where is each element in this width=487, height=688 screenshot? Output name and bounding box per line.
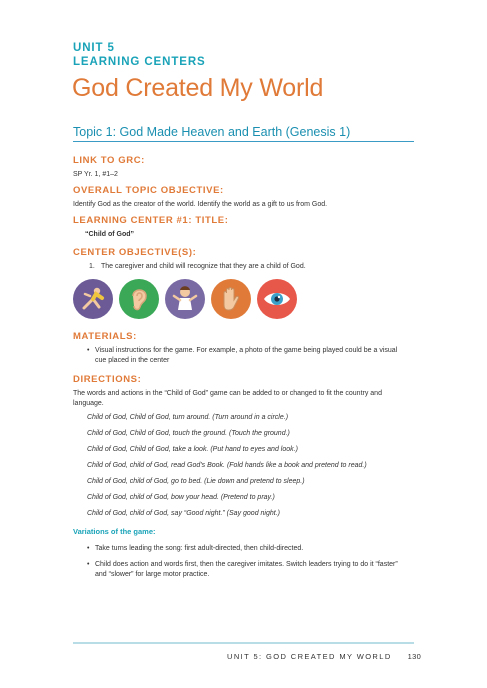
footer-label: UNIT 5: GOD CREATED MY WORLD <box>227 652 392 661</box>
objective-item <box>89 262 306 272</box>
link-grc-text: SP Yr. 1, #1–2 <box>73 171 118 178</box>
objective-number: 1. <box>89 263 95 270</box>
directions-section <box>73 374 413 525</box>
materials-text-1: Visual instructions for the game. For example, a photo of the game being played could be a visual <box>95 347 398 354</box>
overall-objective-text: Identify God as the creator of the world. Identify the world as a gift to us from God. <box>73 201 328 208</box>
learning-style-icons <box>73 279 313 319</box>
verse-line: Child of God, Child of God, turn around. (Turn around in a circle.) <box>87 414 289 421</box>
page-footer <box>227 652 421 662</box>
child-icon <box>165 279 205 319</box>
variation-item <box>73 560 418 570</box>
learning-center-heading: LEARNING CENTER #1: TITLE: <box>73 215 229 226</box>
verse-line: Child of God, child of God, read God’s Book. (Fold hands like a book and pretend to read.) <box>87 462 367 469</box>
movement-icon <box>73 279 113 319</box>
verse-line: Child of God, Child of God, touch the ground. (Touch the ground.) <box>87 430 290 437</box>
link-grc-section <box>73 155 145 180</box>
verse-line: Child of God, child of God, go to bed. (Lie down and pretend to sleep.) <box>87 478 305 485</box>
materials-text-2: cue placed in the center <box>95 357 170 364</box>
unit-section: LEARNING CENTERS <box>73 56 206 68</box>
variation-text-2b: and “slower” for large motor practice. <box>95 571 210 578</box>
directions-heading: DIRECTIONS: <box>73 374 142 385</box>
directions-intro-1: The words and actions in the “Child of God” game can be added to or changed to fit the country and <box>73 390 382 397</box>
variation-text-1: Take turns leading the song: first adult-directed, then child-directed. <box>95 545 304 552</box>
hand-icon <box>211 279 251 319</box>
page-number: 130 <box>407 652 422 661</box>
page-title: God Created My World <box>72 74 324 102</box>
topic-heading: Topic 1: God Made Heaven and Earth (Genesis 1) <box>73 125 351 139</box>
learning-center-section <box>73 215 228 240</box>
center-objectives-heading: CENTER OBJECTIVE(S): <box>73 247 197 258</box>
objective-text: The caregiver and child will recognize that they are a child of God. <box>101 263 306 270</box>
center-objectives-section <box>73 247 306 272</box>
topic-divider <box>73 141 414 142</box>
learning-center-title: “Child of God” <box>85 231 134 238</box>
materials-section <box>73 331 397 366</box>
variation-item <box>73 544 418 554</box>
verse-line: Child of God, child of God, bow your head. (Pretend to pray.) <box>87 494 275 501</box>
eye-icon <box>257 279 297 319</box>
materials-item <box>73 346 397 356</box>
directions-intro-2: language. <box>73 400 104 407</box>
unit-number: UNIT 5 <box>73 42 115 54</box>
variation-text-2a: Child does action and words first, then the caregiver imitates. Switch leaders trying to do it “faster” <box>95 561 398 568</box>
verse-line: Child of God, child of God, say “Good night.” (Say good night.) <box>87 510 280 517</box>
link-grc-heading: LINK TO GRC: <box>73 155 145 166</box>
materials-heading: MATERIALS: <box>73 331 137 342</box>
variations-heading: Variations of the game: <box>73 527 156 536</box>
variations-section <box>73 527 418 580</box>
footer-divider <box>73 642 414 644</box>
overall-objective-section <box>73 185 327 210</box>
unit-heading <box>73 41 206 69</box>
verse-line: Child of God, Child of God, take a look. (Put hand to eyes and look.) <box>87 446 298 453</box>
overall-objective-heading: OVERALL TOPIC OBJECTIVE: <box>73 185 224 196</box>
ear-icon <box>119 279 159 319</box>
